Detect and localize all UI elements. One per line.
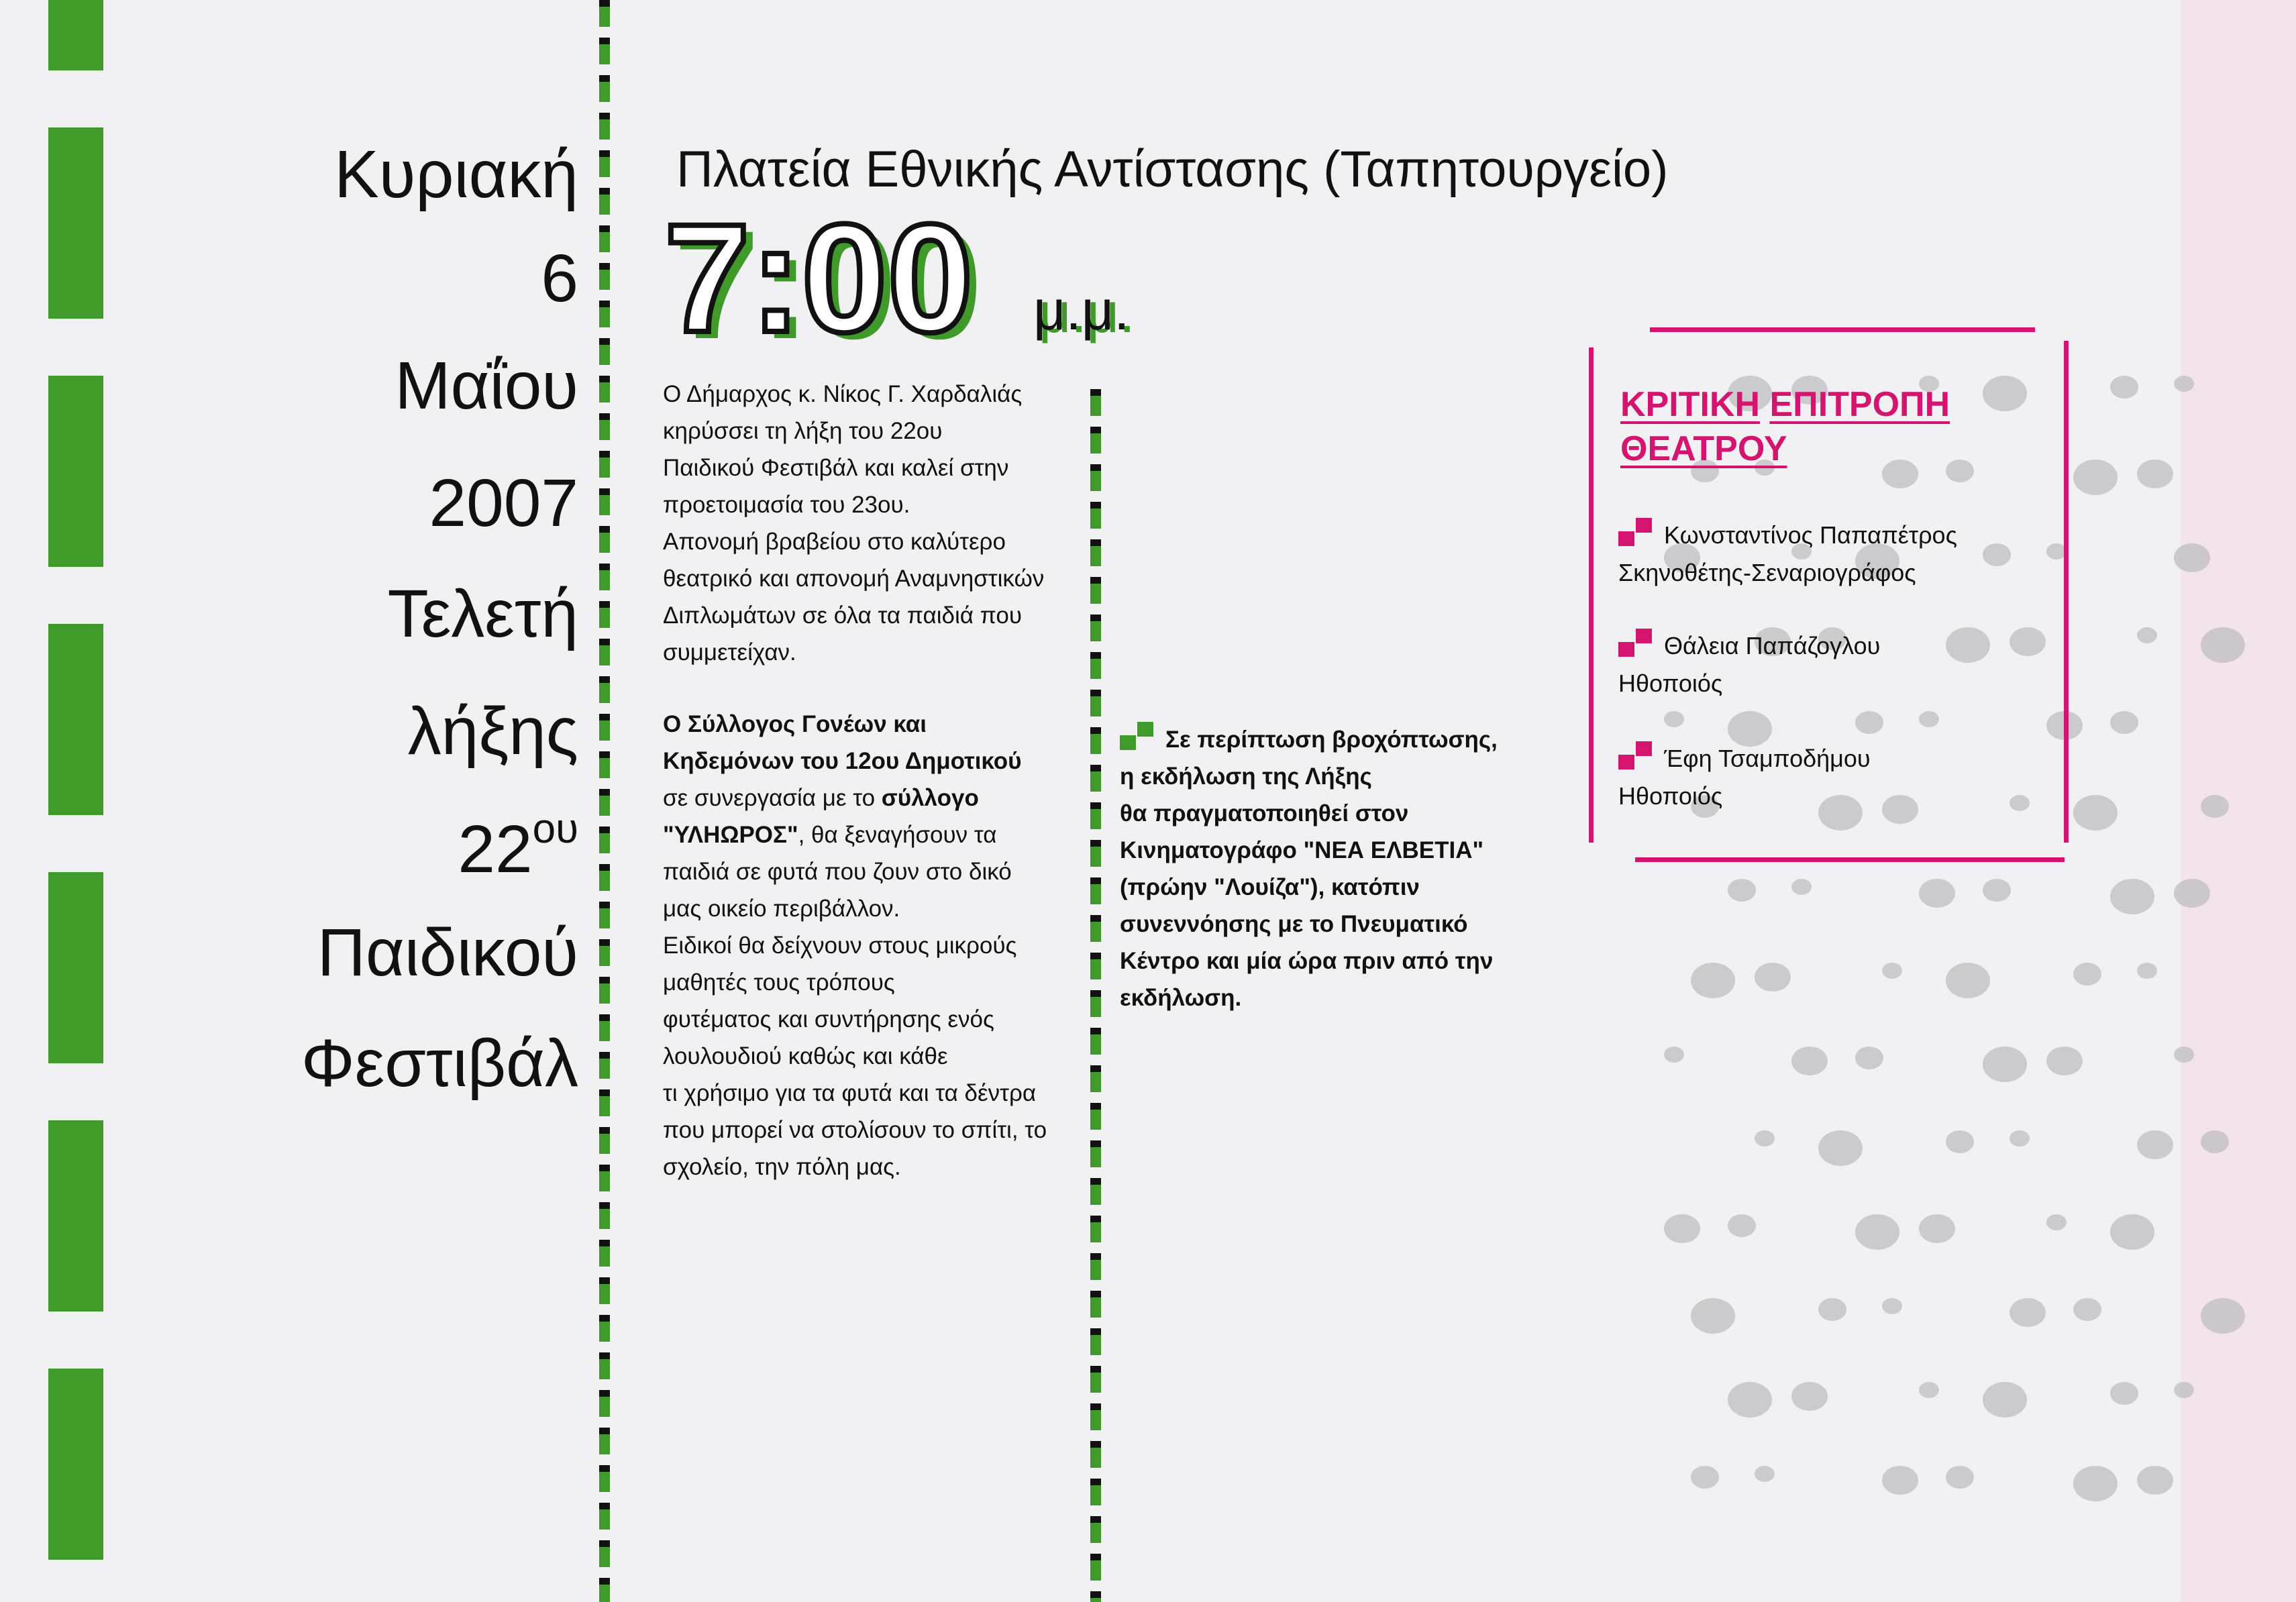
date-number: 22	[458, 812, 533, 887]
decor-dot	[1691, 1466, 1719, 1489]
date-line: Τελετή	[387, 576, 578, 651]
decor-dot	[1818, 1130, 1863, 1166]
decor-dot	[1946, 1466, 1974, 1489]
decor-dot	[1946, 1130, 1974, 1153]
decor-dot	[2110, 879, 2154, 914]
box-top-line	[1650, 327, 2035, 332]
decor-dot	[1791, 1047, 1828, 1075]
decor-dot	[1983, 543, 2011, 566]
two-square-bullet-icon	[1618, 629, 1652, 657]
decor-dot	[2010, 1130, 2030, 1146]
committee-title	[1620, 382, 1950, 471]
decor-dot	[1728, 1382, 1772, 1418]
decor-dot	[1755, 1466, 1775, 1482]
divider-dashed-2	[1090, 389, 1101, 1602]
decor-dot	[1946, 963, 1990, 998]
decor-dot	[2174, 1047, 2194, 1063]
decor-dot	[2137, 963, 2157, 979]
decor-dot	[2174, 1382, 2194, 1398]
decor-dot	[2137, 1466, 2173, 1495]
ordinal-suffix: ου	[532, 806, 578, 852]
decor-dot	[1919, 879, 1955, 908]
decor-dot	[1791, 1382, 1828, 1411]
box-right-line	[2064, 341, 2069, 843]
decor-dot	[2110, 376, 2138, 398]
decor-dot	[1919, 1382, 1939, 1398]
decor-dot	[1882, 795, 1918, 824]
two-square-bullet-icon	[1120, 722, 1153, 750]
decor-dot	[1946, 627, 1990, 663]
decor-dot	[2174, 543, 2210, 572]
member-name: Έφη Τσαμποδήμου	[1664, 745, 1871, 772]
time-suffix: μ.μ.	[1033, 278, 1130, 341]
decor-dot	[1882, 963, 1902, 979]
divider-dashed-1	[599, 0, 610, 1602]
title-word: ΘΕΑΤΡΟΥ	[1620, 429, 1787, 468]
decor-dot	[2073, 795, 2118, 831]
decor-dot	[1691, 963, 1735, 998]
decor-dot	[1755, 963, 1791, 992]
decor-dot	[1919, 711, 1939, 727]
text: σε συνεργασία με το	[663, 785, 876, 811]
date-line	[458, 806, 578, 887]
member-name: Θάλεια Παπάζογλου	[1664, 632, 1881, 659]
decor-dot	[2010, 1298, 2046, 1327]
decor-dot	[1755, 1130, 1775, 1146]
date-line: 6	[541, 241, 578, 316]
event-time: 7:00	[664, 192, 974, 364]
committee-member	[1618, 517, 1957, 592]
decor-dot	[2073, 1466, 2118, 1501]
box-left-line	[1589, 348, 1594, 843]
decor-dot	[1983, 879, 2011, 902]
decor-dot	[1818, 1298, 1846, 1321]
committee-member	[1618, 740, 1871, 815]
mayor-announcement: Ο Δήμαρχος κ. Νίκος Γ. Χαρδαλιάς κηρύσσει τη λήξη του 22ου Παιδικού Φεστιβάλ και καλεί στην προετοιμασία του 23ου. Απονομή βραβείου στο καλύτερο θεατρικό και απονομή Αναμνηστικών Διπλωμάτων σε όλα τα παιδιά που συμμετείχαν.	[663, 381, 1045, 665]
decor-dot	[2046, 1214, 2067, 1230]
decor-dot	[1855, 1214, 1899, 1250]
member-role: Ηθοποιός	[1618, 670, 1723, 697]
decor-dot	[2073, 1298, 2101, 1321]
decor-dot	[1855, 711, 1883, 734]
decor-dot	[1983, 1382, 2027, 1418]
decor-dot	[2010, 795, 2030, 811]
decor-dot	[2137, 1130, 2173, 1159]
decor-dot	[2137, 627, 2157, 643]
decor-dot	[1791, 879, 1812, 895]
text-bold: σύλλογο "ΥΛΗΩΡΟΣ"	[663, 785, 979, 848]
decor-dot	[1983, 376, 2027, 411]
decor-dot	[2110, 1214, 2154, 1250]
decor-dot	[2110, 711, 2138, 734]
decor-dot	[1919, 1214, 1955, 1243]
date-line: Κυριακή	[334, 137, 578, 212]
title-word: ΚΡΙΤΙΚΗ	[1620, 385, 1760, 424]
decor-dot	[2174, 376, 2194, 392]
decor-dot	[2110, 1382, 2138, 1405]
title-word: ΕΠΙΤΡΟΠΗ	[1769, 385, 1950, 424]
rain-notice	[1120, 721, 1576, 1016]
decor-dot	[1728, 879, 1756, 902]
member-role: Σκηνοθέτης-Σεναριογράφος	[1618, 559, 1916, 586]
decor-dot	[1855, 1047, 1883, 1069]
parents-association-text	[663, 706, 1079, 1185]
date-line: Παιδικού	[317, 915, 578, 990]
date-line: Μαΐου	[395, 348, 578, 423]
text: , θα ξεναγήσουν τα παιδιά σε φυτά που ζουν στο δικό μας οικείο περιβάλλον. Ειδικοί θα δείχνουν στους μικρούς μαθητές τους τρόπους φυτέματος και συντήρησης ενός λουλουδιού καθώς και κάθε τι χρήσιμο για τα φυτά και τα δέντρα που μπορεί να στολίσουν το σπίτι, το σχολείο, την πόλη μας.	[663, 822, 1047, 1180]
box-bottom-line	[1635, 857, 2065, 862]
member-role: Ηθοποιός	[1618, 782, 1723, 810]
decor-dot	[2073, 963, 2101, 985]
decor-dot	[2201, 627, 2245, 663]
decor-dot	[2201, 1298, 2245, 1334]
two-square-bullet-icon	[1618, 518, 1652, 546]
left-green-dashed-border	[48, 0, 103, 1602]
intro-bold: Ο Σύλλογος Γονέων και Κηδεμόνων του 12ου Δημοτικού	[663, 711, 1022, 774]
decor-dot	[1664, 1047, 1684, 1063]
decor-dot	[1728, 1214, 1756, 1237]
date-line: 2007	[429, 466, 578, 541]
decor-dot	[2010, 627, 2046, 656]
background-pink-band	[2181, 0, 2296, 1602]
decor-dot	[1946, 460, 1974, 482]
decor-dot	[2073, 460, 2118, 495]
decor-dot	[2137, 460, 2173, 488]
decor-dot	[1664, 1214, 1700, 1243]
decor-dot	[1882, 1298, 1902, 1314]
member-name: Κωνσταντίνος Παπαπέτρος	[1664, 521, 1957, 549]
venue-title: Πλατεία Εθνικής Αντίστασης (Ταπητουργείο)	[676, 141, 1669, 198]
date-line: λήξης	[407, 694, 578, 769]
decor-dot	[2046, 1047, 2083, 1075]
decor-dot	[2201, 1130, 2229, 1153]
decor-dot	[1983, 1047, 2027, 1082]
decor-dot	[1691, 1298, 1735, 1334]
decor-dot	[1664, 711, 1684, 727]
two-square-bullet-icon	[1618, 741, 1652, 769]
decor-dot	[2174, 879, 2210, 908]
decor-dot	[1882, 1466, 1918, 1495]
committee-member	[1618, 627, 1880, 702]
date-line: Φεστιβάλ	[301, 1026, 578, 1101]
rain-notice-text: Σε περίπτωση βροχόπτωσης, η εκδήλωση της Λήξης θα πραγματοποιηθεί στον Κινηματογράφο "ΝΕΑ ΕΛΒΕΤΙΑ" (πρώην "Λουίζα"), κατόπιν συνεννόησης με το Πνευματικό Κέντρο και μία ώρα πριν από την εκδήλωση.	[1120, 727, 1498, 1011]
decor-dot	[2201, 795, 2229, 818]
